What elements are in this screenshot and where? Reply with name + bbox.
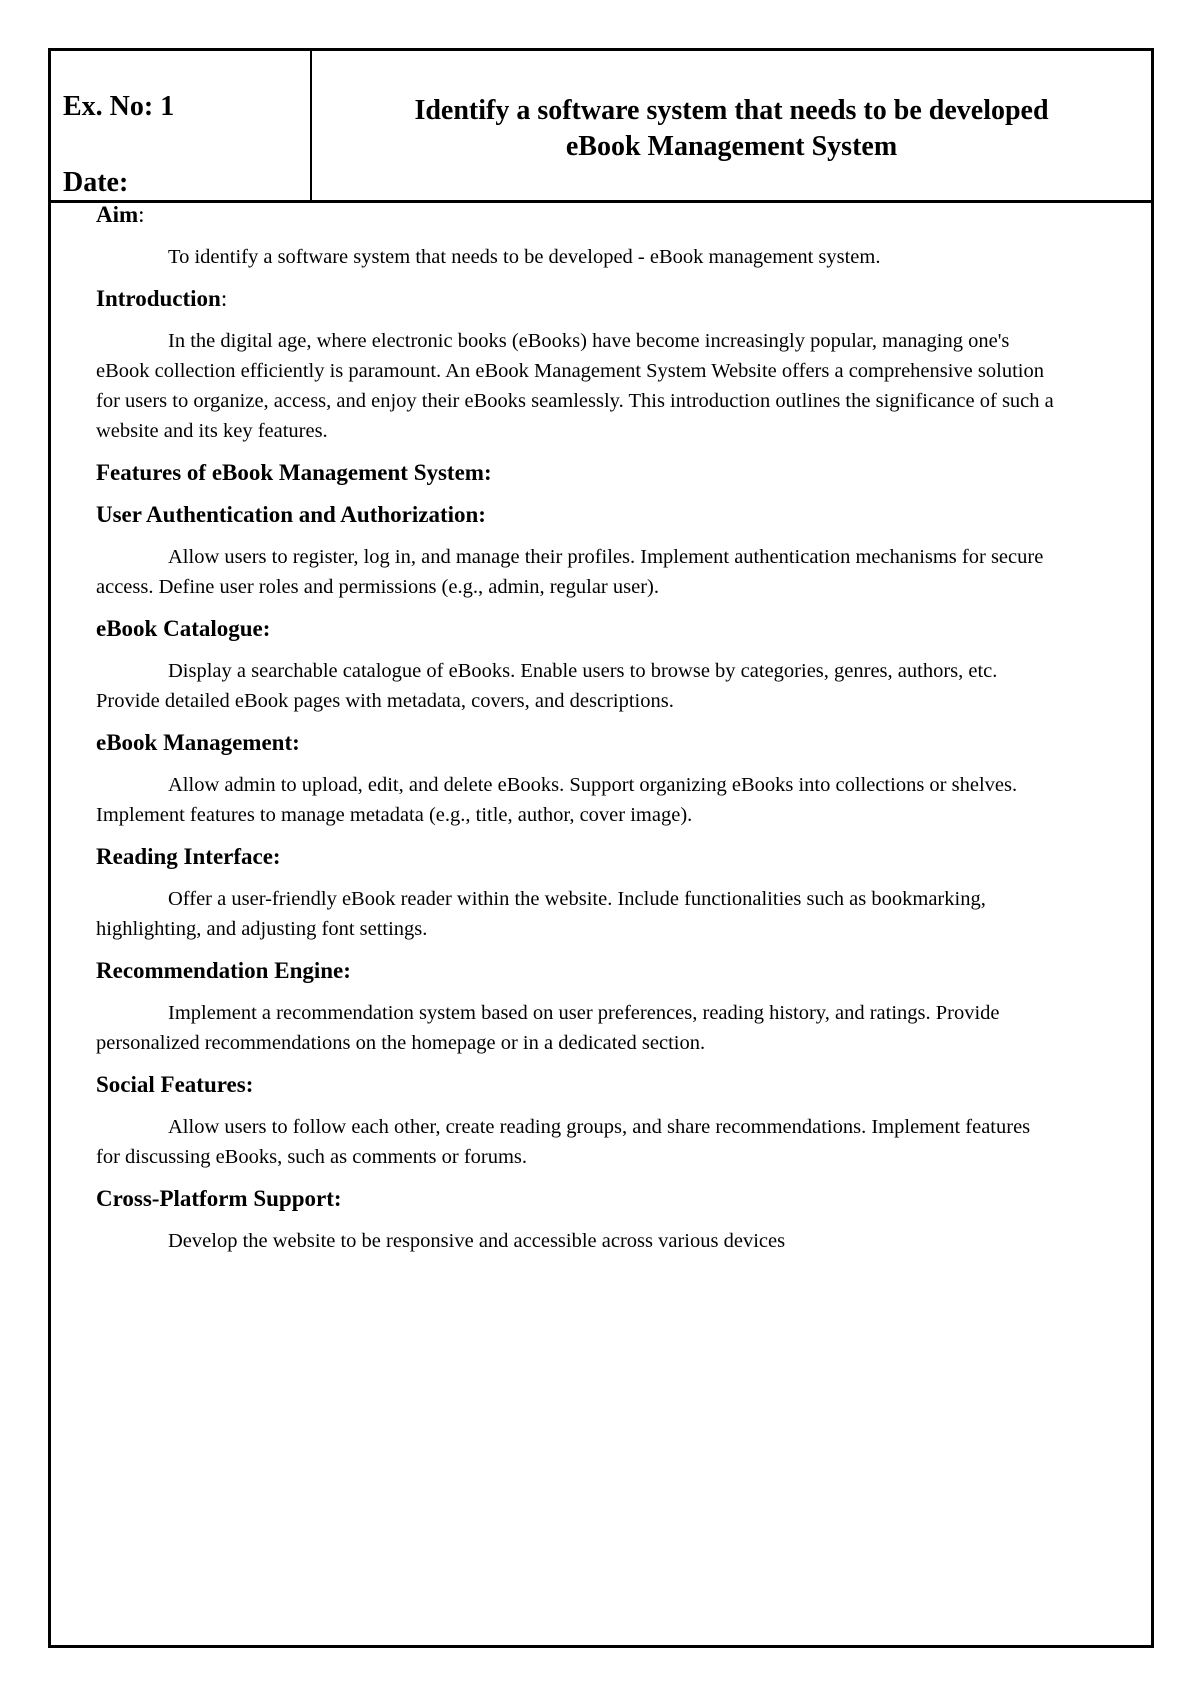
section-text-ebook-management: Allow admin to upload, edit, and delete eBooks. Support organizing eBooks into collections or shelves. Implement features to manage metadata (e.g., title, author, cover image).: [96, 774, 1018, 826]
section-text-ebook-catalogue: Display a searchable catalogue of eBooks. Enable users to browse by categories, genres, authors, etc. Provide detailed eBook pages with metadata, covers, and descriptions.: [96, 660, 998, 712]
section-heading-features: Features of eBook Management System:: [96, 460, 492, 485]
section-text-recommendation-engine: Implement a recommendation system based on user preferences, reading history, and ratings. Provide personalized recommendations on the homepage or in a dedicated section.: [96, 1002, 1000, 1054]
body-content: [96, 200, 1056, 1268]
exercise-number: Ex. No: 1: [63, 91, 175, 122]
title-line-1: Identify a software system that needs to be developed: [414, 95, 1049, 126]
section-text-social-features: Allow users to follow each other, create reading groups, and share recommendations. Implement features for discussing eBooks, such as comments or forums.: [96, 1116, 1031, 1168]
section-text-reading-interface: Offer a user-friendly eBook reader within the website. Include functionalities such as bookmarking, highlighting, and adjusting font settings.: [96, 888, 986, 940]
header-title-cell: [312, 51, 1151, 200]
header-left-cell: [51, 51, 312, 200]
title-line-2: eBook Management System: [565, 131, 898, 162]
section-heading-ebook-catalogue: eBook Catalogue:: [96, 616, 271, 641]
section-heading-reading-interface: Reading Interface:: [96, 844, 281, 869]
date-label: Date:: [63, 167, 129, 198]
header-table: [51, 51, 1151, 203]
section-heading-recommendation-engine: Recommendation Engine:: [96, 958, 351, 983]
section-heading-social-features: Social Features:: [96, 1072, 254, 1097]
section-heading-cross-platform: Cross-Platform Support:: [96, 1186, 342, 1211]
section-text-user-authentication: Allow users to register, log in, and manage their profiles. Implement authentication mechanisms for secure access. Define user roles and permissions (e.g., admin, regular user).: [96, 546, 1044, 598]
section-heading-ebook-management: eBook Management:: [96, 730, 300, 755]
section-heading-user-authentication: User Authentication and Authorization:: [96, 502, 486, 527]
section-text-introduction: In the digital age, where electronic books (eBooks) have become increasingly popular, managing one's eBook collection efficiently is paramount. An eBook Management System Website offers a comprehensive solution for users to organize, access, and enjoy their eBooks seamlessly. This introduction outlines the significance of such a website and its key features.: [96, 330, 1054, 442]
section-text-cross-platform: Develop the website to be responsive and accessible across various devices: [168, 1230, 786, 1252]
section-heading-aim: Aim:: [96, 202, 145, 227]
section-text-aim: To identify a software system that needs to be developed - eBook management system.: [168, 246, 881, 268]
section-heading-introduction: Introduction:: [96, 286, 228, 311]
